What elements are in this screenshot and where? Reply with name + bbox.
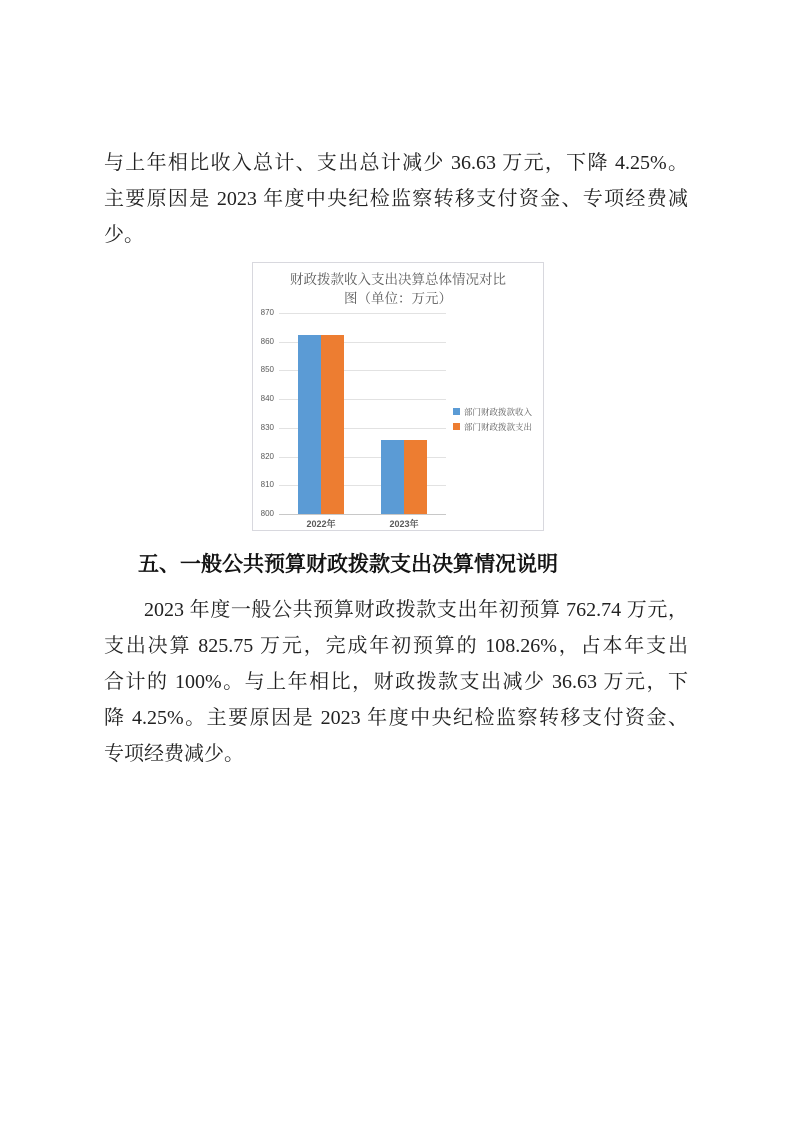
x-axis-line <box>279 514 446 515</box>
paragraph-line: 合计的 100%。与上年相比，财政拨款支出减少 36.63 万元，下 <box>104 671 688 693</box>
paragraph-line: 少。 <box>104 224 144 246</box>
y-tick-label: 870 <box>260 308 274 317</box>
y-tick-label: 820 <box>260 451 274 461</box>
paragraph-line: 专项经费减少。 <box>104 743 244 765</box>
y-tick-label: 800 <box>260 509 274 518</box>
paragraph-line: 降 4.25%。主要原因是 2023 年度中央纪检监察转移支付资金、 <box>104 707 688 729</box>
paragraph-continued <box>104 145 688 253</box>
bar-2023年-部门财政拨款支出 <box>404 440 427 514</box>
bar-2022年-部门财政拨款支出 <box>321 335 344 514</box>
legend-item <box>453 419 532 434</box>
y-tick-label: 830 <box>260 422 274 432</box>
legend-item <box>453 404 532 419</box>
paragraph-line: 2023 年度一般公共预算财政拨款支出年初预算 762.74 万元， <box>144 599 688 621</box>
paragraph-line: 与上年相比收入总计、支出总计减少 36.63 万元，下降 4.25%。 <box>104 152 688 174</box>
bar-2023年-部门财政拨款收入 <box>381 440 404 514</box>
legend-label: 部门财政拨款支出 <box>464 421 533 432</box>
chart-title-line1: 财政拨款收入支出决算总体情况对比 <box>290 272 506 287</box>
legend-swatch-icon <box>453 423 460 430</box>
x-tick-label: 2023年 <box>389 519 419 529</box>
bar-2022年-部门财政拨款收入 <box>298 335 321 514</box>
y-tick-label: 840 <box>260 394 274 404</box>
chart-title-line2: 图（单位：万元） <box>344 291 452 306</box>
y-tick-label: 860 <box>260 336 274 346</box>
x-tick-label: 2022年 <box>306 519 336 529</box>
y-tick-label: 810 <box>260 480 274 490</box>
y-tick-label: 850 <box>260 365 274 375</box>
section-heading: 五、一般公共预算财政拨款支出决算情况说明 <box>138 553 558 576</box>
paragraph-line: 主要原因是 2023 年度中央纪检监察转移支付资金、专项经费减 <box>104 188 688 210</box>
chart-plot <box>253 263 543 530</box>
budget-comparison-chart <box>252 262 544 531</box>
paragraph-section <box>104 592 688 772</box>
legend-label: 部门财政拨款收入 <box>464 406 533 417</box>
gridline <box>279 313 446 314</box>
chart-legend <box>453 404 532 434</box>
paragraph-line: 支出决算 825.75 万元，完成年初预算的 108.26%，占本年支出 <box>104 635 688 657</box>
legend-swatch-icon <box>453 408 460 415</box>
